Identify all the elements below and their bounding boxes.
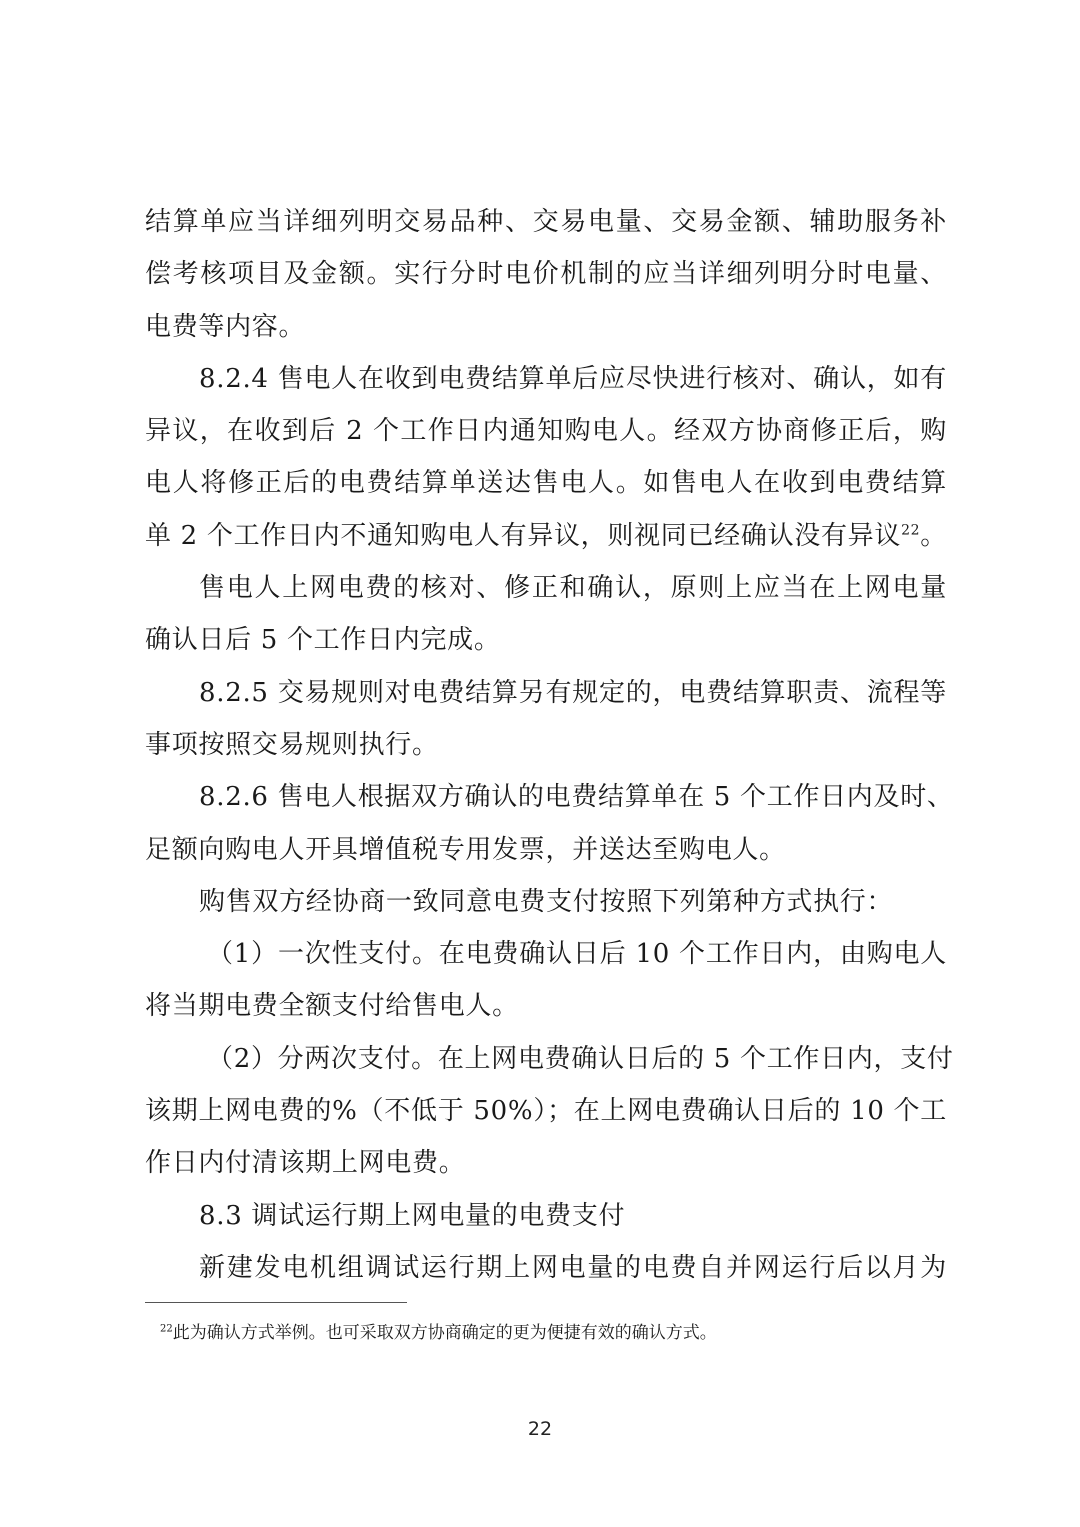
section-8-2-4-line: 8.2.4 售电人在收到电费结算单后应尽快进行核对、确认，如有 [199,363,947,394]
footnote [160,1320,717,1346]
text-line: 将当期电费全额支付给售电人。 [145,991,519,1022]
text-line-with-footnote [145,510,947,562]
text-line: 偿考核项目及金额。实行分时电价机制的应当详细列明分时电量、 [145,259,947,290]
payment-option-1-line: （1）一次性支付。在电费确认日后 10 个工作日内，由购电人 [207,939,947,970]
footnote-reference[interactable]: 22 [901,522,921,539]
text-line: 售电人上网电费的核对、修正和确认，原则上应当在上网电量 [199,573,947,604]
section-8-3-heading: 8.3 调试运行期上网电量的电费支付 [199,1200,626,1231]
text-line: 事项按照交易规则执行。 [145,729,439,760]
text-line: 电人将修正后的电费结算单送达售电人。如售电人在收到电费结算 [145,468,947,499]
text-line: 该期上网电费的%（不低于 50%）；在上网电费确认日后的 10 个工 [145,1096,947,1127]
section-8-2-5-line: 8.2.5 交易规则对电费结算另有规定的，电费结算职责、流程等 [199,677,947,708]
footnote-divider [145,1302,407,1303]
text-line: 结算单应当详细列明交易品种、交易电量、交易金额、辅助服务补 [145,207,947,237]
text-line: 足额向购电人开具增值税专用发票，并送达至购电人。 [145,834,786,865]
footnote-text: 此为确认方式举例。也可采取双方协商确定的更为便捷有效的确认方式。 [172,1323,717,1343]
text-line: 作日内付清该期上网电费。 [145,1148,466,1179]
text-line-body: 单 2 个工作日内不通知购电人有异议，则视同已经确认没有异议 [145,520,902,551]
payment-option-2-line: （2）分两次支付。在上网电费确认日后的 5 个工作日内，支付 [207,1043,954,1074]
text-line: 电费等内容。 [145,311,306,342]
section-8-2-6-line: 8.2.6 售电人根据双方确认的电费结算单在 5 个工作日内及时、 [199,782,954,813]
text-line: 购售双方经协商一致同意电费支付按照下列第种方式执行： [199,886,894,917]
page-number: 22 [527,1418,553,1440]
text-line: 确认日后 5 个工作日内完成。 [145,625,501,656]
footnote-number: 22 [160,1323,173,1335]
text-line: 新建发电机组调试运行期上网电量的电费自并网运行后以月为 [199,1252,947,1283]
document-body [145,196,954,1294]
text-line-tail: 。 [920,520,947,551]
text-line: 异议，在收到后 2 个工作日内通知购电人。经双方协商修正后，购 [145,416,947,447]
